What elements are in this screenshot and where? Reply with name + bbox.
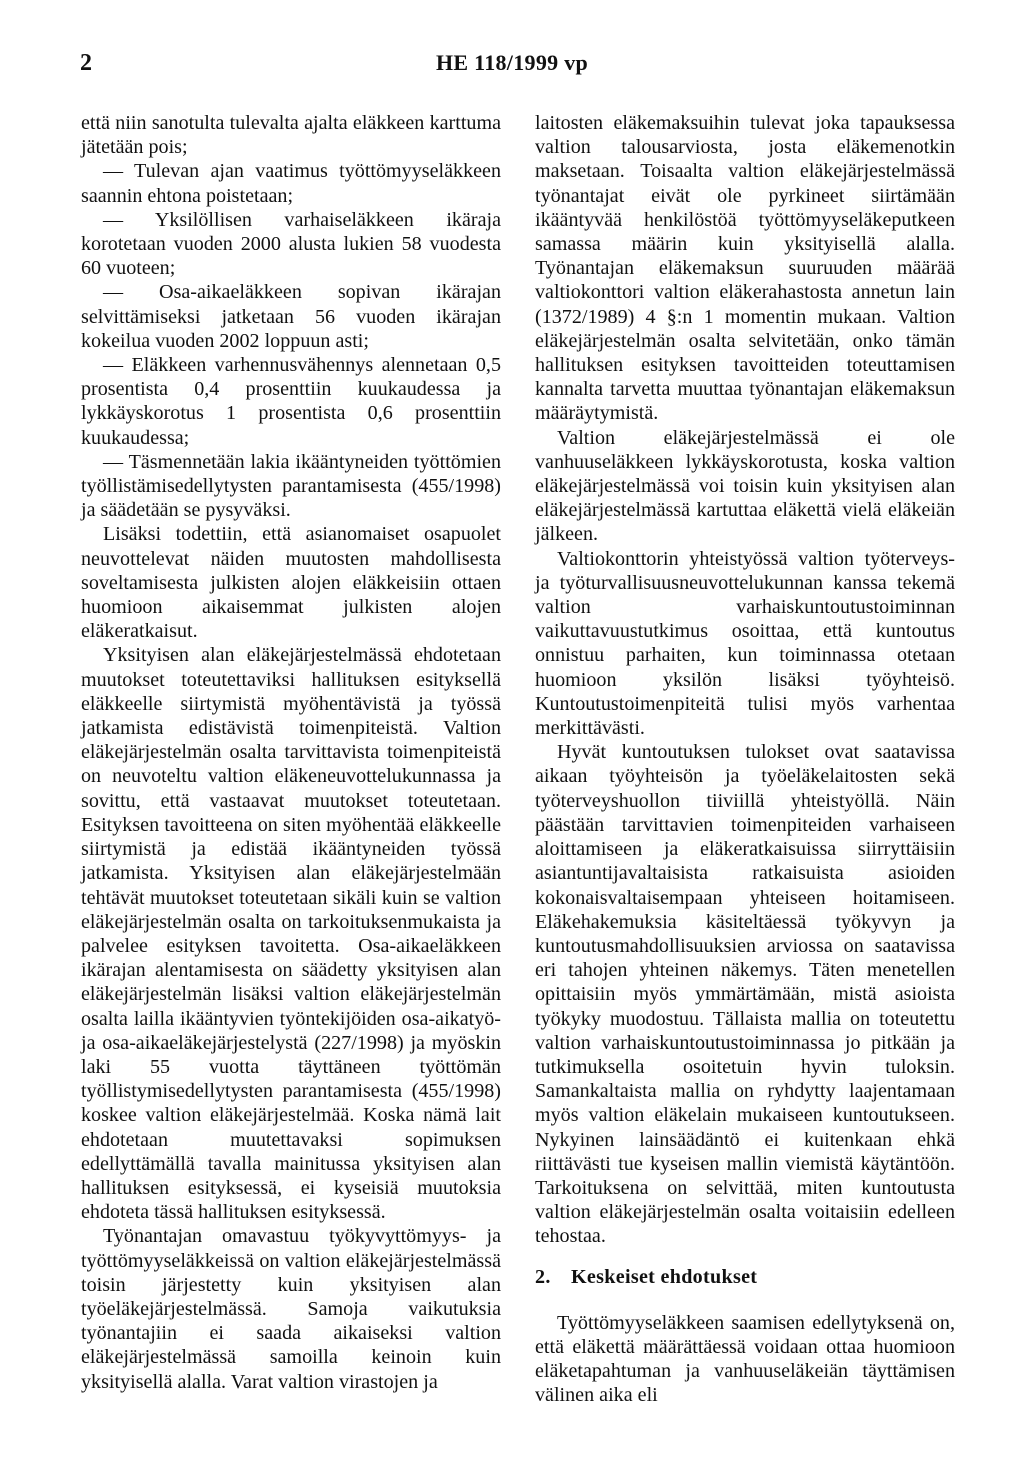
section-title: Keskeiset ehdotukset bbox=[571, 1265, 758, 1288]
list-item: — Täsmennetään lakia ikääntyneiden työttömien työllistämisedellytysten parantamisesta (455/1998) ja säädetään se pysyväksi. bbox=[81, 450, 501, 522]
paragraph: että niin sanotulta tulevalta ajalta eläkkeen karttuma jätetään pois; bbox=[81, 112, 501, 159]
paragraph: Valtion eläkejärjestelmässä ei ole vanhuuseläkkeen lykkäyskorotusta, koska valtion eläkejärjestelmässä voi toisin kuin yksityisen alan eläkejärjestelmässä kartuttaa eläkettä vielä eläkeiän jälkeen. bbox=[535, 426, 955, 546]
paragraph: Työnantajan omavastuu työkyvyttömyys- ja työttömyyseläkkeissä on valtion eläkejärjestelmässä toisin järjestetty kuin yksityisen alan työeläkejärjestelmässä. Samoja vaikutuksia työnantajiin ei saada aikaiseksi valtion eläkejärjestelmässä samoilla keinoin kuin yksityisellä alalla. Varat valtion virastojen ja bbox=[81, 1225, 501, 1393]
running-title: HE 118/1999 vp bbox=[435, 50, 589, 75]
paragraph: Työttömyyseläkkeen saamisen edellytyksenä on, että eläkettä määrättäessä voidaan ottaa huomioon eläketapahtuman ja vanhuuseläkeiän täyttämisen välinen aika eli bbox=[535, 1311, 955, 1407]
paragraph: laitosten eläkemaksuihin tulevat joka tapauksessa valtion talousarviosta, josta eläkemenotkin maksetaan. Toisaalta valtion eläkejärjestelmässä työnantajat eivät ole pyrkineet siirtämään ikääntyvää henkilöstöä työttömyyseläkeputkeen samassa määrin kuin yksityisellä alalla. Työnantajan eläkemaksun suuruuden määrää valtiokonttori valtion eläkerahastosta annetun lain (1372/1989) 4 §:n 1 momentin mukaan. Valtion eläkejärjestelmän osalta selvitetään, onko tämän hallituksen esityksen tavoitteiden toteuttamisen kannalta tarvetta muuttaa työnantajan eläkemaksun määräytymistä. bbox=[535, 112, 955, 425]
paragraph: Hyvät kuntoutuksen tulokset ovat saatavissa aikaan työyhteisön ja työeläkelaitosten sekä työterveyshuollon tiiviillä yhteistyöllä. Näin päästään tarvittavien toimenpiteiden varhaiseen aloittamiseen ja eläkeratkaisuissa siirryttäisiin asiantuntijavaltaisista ratkaisuista asioiden kokonaisvaltaisempaan yhteiseen hoitamiseen. Eläkehakemuksia käsiteltäessä työkyvyn ja kuntoutusmahdollisuuksien arviossa on saatavissa eri tahojen yhteinen näkemys. Täten menetellen opittaisiin myös ymmärtämään, mistä asioista työkyky muodostuu. Tällaista mallia on toteutettu valtion varhaiskuntoutustoiminnassa jo pitkään ja tutkimuksella osoitetuin hyvin tuloksin. Samankaltaista mallia on ryhdytty laajentamaan myös valtion eläkelain mukaiseen kuntoutukseen. Nykyinen lainsäädäntö ei kuitenkaan ehkä riittävästi tue kyseisen mallin viemistä käytäntöön. Tarkoituksena on selvittää, miten kuntoutusta valtion eläkejärjestelmän osalta voitaisiin edelleen tehostaa. bbox=[535, 741, 955, 1248]
section-number: 2. bbox=[535, 1265, 551, 1288]
paragraph: Lisäksi todettiin, että asianomaiset osapuolet neuvottelevat näiden muutosten mahdollisesta soveltamisesta julkisten alojen eläkkeisiin ottaen huomioon aikaisemmat julkisten alojen eläkeratkaisut. bbox=[81, 523, 501, 643]
paragraph: Valtiokonttorin yhteistyössä valtion työterveys- ja työturvallisuusneuvottelukunnan kanssa tekemä valtion varhaiskuntoutustoiminnan vaikuttavuustutkimus osoittaa, että kuntoutus onnistuu parhaiten, kun toiminnassa otetaan huomioon yksilön lisäksi työyhteisö. Kuntoutustoimenpiteitä tulisi myös varhentaa merkittävästi. bbox=[535, 547, 955, 740]
list-item: — Yksilöllisen varhaiseläkkeen ikäraja korotetaan vuoden 2000 alusta lukien 58 vuodesta 60 vuoteen; bbox=[81, 208, 501, 280]
list-item: — Osa-aikaeläkkeen sopivan ikärajan selvittämiseksi jatketaan 56 vuoden ikärajan kokeilua vuoden 2002 loppuun asti; bbox=[81, 281, 501, 352]
page-header bbox=[0, 50, 1024, 90]
paragraph: Yksityisen alan eläkejärjestelmässä ehdotetaan muutokset toteutettaviksi hallituksen esityksellä eläkkeelle siirtymistä myöhentävistä ja työssä jatkamista edistävistä toimenpiteistä. Valtion eläkejärjestelmän osalta tarvittavista toimenpiteistä on neuvoteltu valtion eläkeneuvottelukunnassa ja sovittu, että vastaavat muutokset toteutetaan. Esityksen tavoitteena on siten myöhentää eläkkeelle siirtymistä ja edistää ikääntyneiden työssä jatkamista. Yksityisen alan eläkejärjestelmään tehtävät muutokset toteutetaan sikäli kuin se valtion eläkejärjestelmän osalta on tarkoituksenmukaista ja palvelee esityksen tavoitetta. Osa-aikaeläkkeen ikärajan alentamisesta on säädetty yksityisen alan eläkejärjestelmän lisäksi valtion eläkejärjestelmän osalta lailla ikääntyvien työntekijöiden osa-aikatyö- ja osa-aikaeläkejärjestelystä (227/1998) ja myöskin laki 55 vuotta täyttäneen työttömän työllistymisedellytysten parantamisesta (455/1998) koskee valtion eläkejärjestelmää. Koska nämä lait ehdotetaan muutettavaksi sopimuksen edellyttämällä tavalla mainitussa yksityisen alan hallituksen esityksessä, ei kyseisiä muutoksia ehdoteta tässä hallituksen esityksessä. bbox=[81, 644, 501, 1224]
list-item: — Tulevan ajan vaatimus työttömyyseläkkeen saannin ehtona poistetaan; bbox=[81, 160, 501, 207]
list-item: — Eläkkeen varhennusvähennys alennetaan 0,5 prosentista 0,4 prosenttiin kuukaudessa ja lykkäyskorotus 1 prosentista 0,6 prosenttiin kuukaudessa; bbox=[81, 354, 501, 449]
right-column bbox=[535, 111, 955, 1408]
page-number: 2 bbox=[80, 50, 92, 76]
left-column bbox=[81, 111, 501, 1394]
section-heading bbox=[535, 1265, 955, 1289]
